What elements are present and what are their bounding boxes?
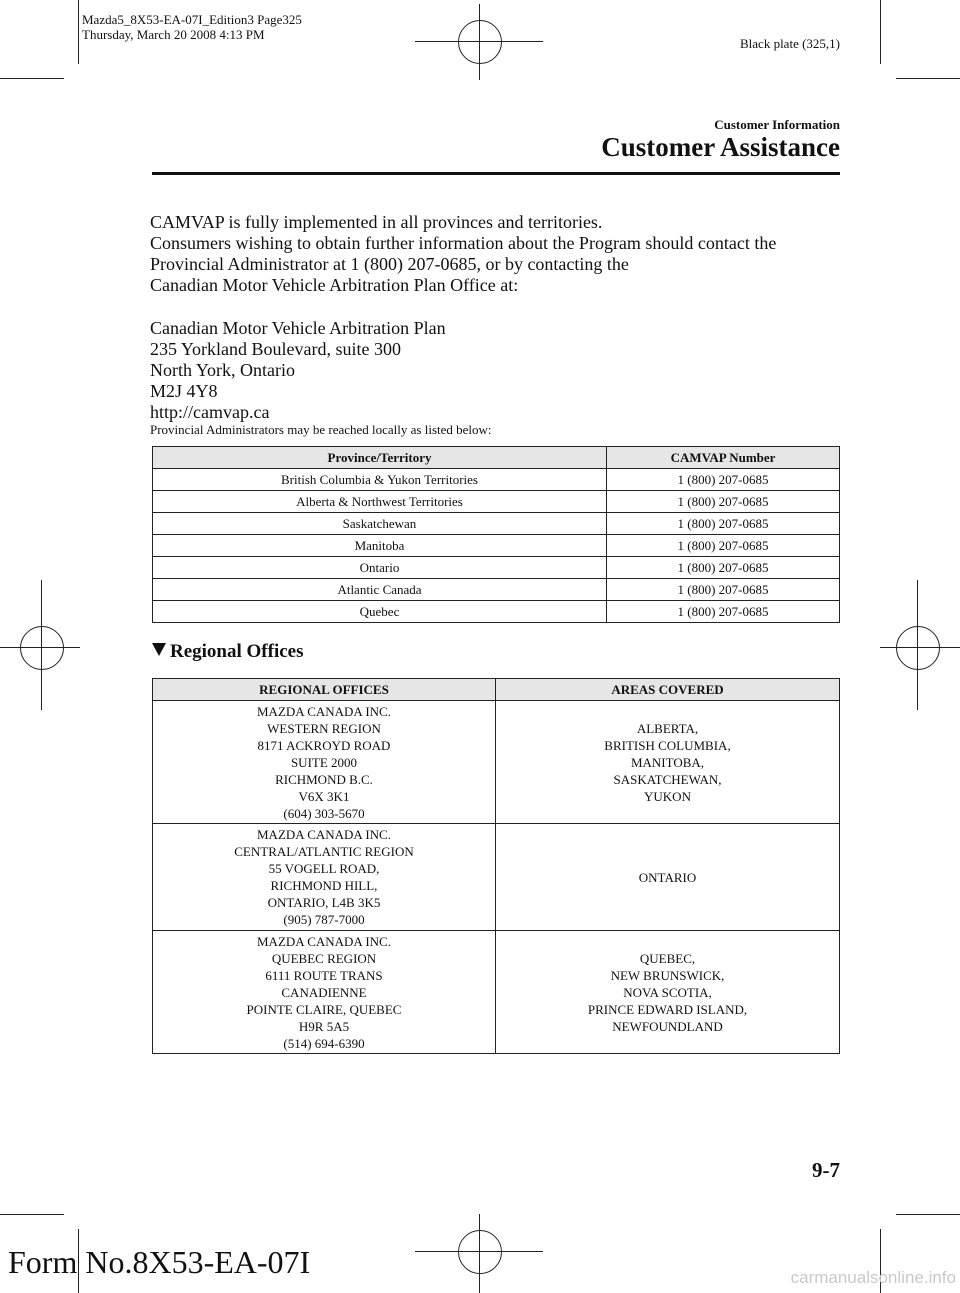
table-row (153, 601, 840, 623)
office-line: (604) 303-5670 (283, 805, 365, 821)
area-line: ALBERTA, (636, 720, 699, 736)
print-file-line: Mazda5_8X53-EA-07I_Edition3 Page325 (82, 12, 302, 27)
province-cell: Atlantic Canada (153, 579, 607, 601)
intro-line: CAMVAP is fully implemented in all provinces and territories. (150, 212, 603, 232)
province-cell: British Columbia & Yukon Territories (153, 469, 607, 491)
office-line: (514) 694-6390 (283, 1035, 365, 1051)
regional-offices-heading (152, 641, 304, 663)
area-line: QUEBEC, (639, 950, 696, 966)
column-header-number: CAMVAP Number (607, 447, 840, 469)
page-number: 9-7 (812, 1158, 840, 1182)
triangle-down-icon (152, 643, 166, 656)
office-line: MAZDA CANADA INC. (257, 703, 391, 719)
office-line: MAZDA CANADA INC. (257, 933, 391, 949)
office-line: RICHMOND HILL, (270, 878, 378, 893)
administrators-note: Provincial Administrators may be reached locally as listed below: (150, 422, 492, 437)
intro-paragraph (150, 212, 776, 296)
area-line: BRITISH COLUMBIA, (604, 737, 731, 753)
office-line: RICHMOND B.C. (275, 771, 373, 787)
areas-cell (496, 824, 840, 931)
table-row (153, 469, 840, 491)
camvap-number-table (152, 446, 840, 623)
watermark: carmanualsonline.info (790, 1268, 956, 1287)
intro-line: Consumers wishing to obtain further information about the Program should contact the (150, 233, 777, 253)
number-cell: 1 (800) 207-0685 (607, 469, 840, 491)
area-line: NEW BRUNSWICK, (610, 967, 725, 983)
area-line: ONTARIO (638, 869, 697, 885)
office-line: H9R 5A5 (298, 1018, 350, 1034)
office-line: WESTERN REGION (267, 720, 381, 736)
office-line: (905) 787-7000 (283, 912, 365, 927)
office-line: MAZDA CANADA INC. (257, 827, 391, 842)
address-line: 235 Yorkland Boulevard, suite 300 (150, 339, 401, 359)
number-cell: 1 (800) 207-0685 (607, 601, 840, 623)
number-cell: 1 (800) 207-0685 (607, 513, 840, 535)
title-rule (152, 172, 840, 175)
table-row (153, 701, 840, 824)
section-title: Customer Assistance (601, 132, 840, 162)
office-line: V6X 3K1 (298, 788, 350, 804)
section-label: Customer Information (714, 117, 840, 132)
table-header-row (153, 679, 840, 701)
area-line: YUKON (644, 788, 691, 804)
intro-line: Canadian Motor Vehicle Arbitration Plan Office at: (150, 275, 519, 295)
regional-offices-table (152, 678, 840, 1054)
table-row (153, 535, 840, 557)
plate-label: Black plate (325,1) (740, 36, 840, 51)
address-line: North York, Ontario (150, 360, 296, 380)
intro-line: Provincial Administrator at 1 (800) 207-0685, or by contacting the (150, 254, 629, 274)
areas-cell (496, 931, 840, 1054)
print-date-line: Thursday, March 20 2008 4:13 PM (82, 27, 265, 42)
number-cell: 1 (800) 207-0685 (607, 557, 840, 579)
address-block (150, 318, 446, 423)
office-cell (153, 931, 496, 1054)
area-line: NOVA SCOTIA, (623, 984, 712, 1000)
province-cell: Manitoba (153, 535, 607, 557)
area-line: SASKATCHEWAN, (613, 771, 722, 787)
table-row (153, 513, 840, 535)
table-header-row (153, 447, 840, 469)
column-header-province: Province/Territory (153, 447, 607, 469)
form-number: Form No.8X53-EA-07I (8, 1244, 311, 1280)
table-row (153, 931, 840, 1054)
table-row (153, 824, 840, 931)
address-line: Canadian Motor Vehicle Arbitration Plan (150, 318, 446, 338)
office-line: 55 VOGELL ROAD, (268, 861, 380, 876)
number-cell: 1 (800) 207-0685 (607, 491, 840, 513)
office-line: 8171 ACKROYD ROAD (257, 737, 391, 753)
column-header-offices: REGIONAL OFFICES (153, 679, 496, 701)
office-line: QUEBEC REGION (271, 950, 377, 966)
province-cell: Alberta & Northwest Territories (153, 491, 607, 513)
address-url: http://camvap.ca (150, 402, 270, 422)
province-cell: Ontario (153, 557, 607, 579)
areas-cell (496, 701, 840, 824)
table-row (153, 579, 840, 601)
number-cell: 1 (800) 207-0685 (607, 535, 840, 557)
number-cell: 1 (800) 207-0685 (607, 579, 840, 601)
table-row (153, 557, 840, 579)
office-cell (153, 824, 496, 931)
office-line: CENTRAL/ATLANTIC REGION (234, 844, 414, 859)
address-line: M2J 4Y8 (150, 381, 218, 401)
office-line: SUITE 2000 (290, 754, 358, 770)
area-line: NEWFOUNDLAND (612, 1018, 723, 1034)
province-cell: Quebec (153, 601, 607, 623)
office-cell (153, 701, 496, 824)
table-row (153, 491, 840, 513)
area-line: PRINCE EDWARD ISLAND, (587, 1001, 748, 1017)
office-line: POINTE CLAIRE, QUEBEC (246, 1001, 402, 1017)
province-cell: Saskatchewan (153, 513, 607, 535)
office-line: CANADIENNE (281, 984, 367, 1000)
column-header-areas: AREAS COVERED (496, 679, 840, 701)
office-line: ONTARIO, L4B 3K5 (267, 895, 381, 910)
office-line: 6111 ROUTE TRANS (265, 967, 383, 983)
area-line: MANITOBA, (630, 754, 705, 770)
regional-offices-heading-text: Regional Offices (170, 641, 304, 662)
